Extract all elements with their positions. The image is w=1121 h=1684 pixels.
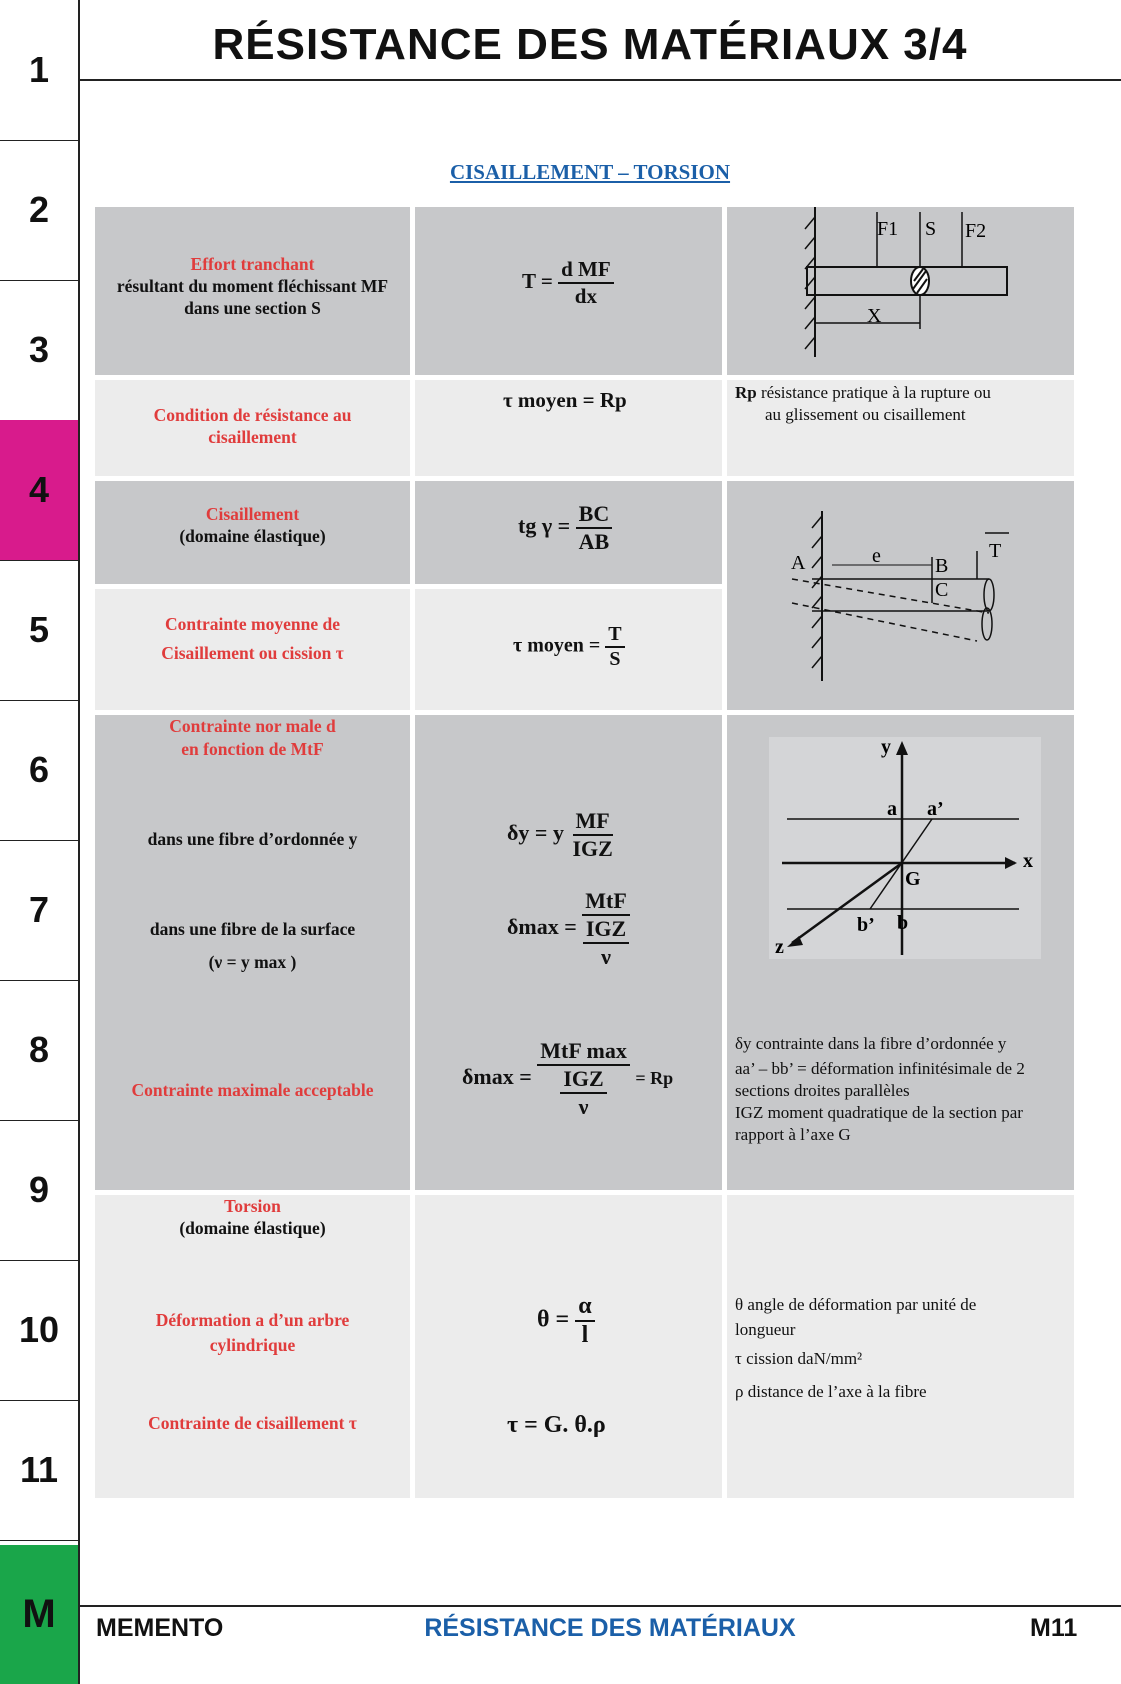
shear-force-formula bbox=[522, 257, 614, 309]
point-g-label: G bbox=[905, 868, 921, 890]
effort-diagram-cell bbox=[727, 207, 1074, 375]
fibre-stress-formula bbox=[507, 808, 616, 862]
max-desc-line: δy contrainte dans la fibre d’ordonnée y bbox=[735, 1034, 1007, 1053]
tab-label: 9 bbox=[28, 1169, 50, 1210]
max-desc-line: rapport à l’axe G bbox=[735, 1125, 851, 1144]
effort-formula-cell bbox=[415, 207, 722, 375]
shear-angle-formula bbox=[518, 501, 612, 555]
effort-desc-line: résultant du moment fléchissant MF bbox=[116, 276, 389, 296]
formula-fraction bbox=[605, 623, 624, 671]
formula-numerator: MF bbox=[573, 808, 613, 836]
force-f2-label: F2 bbox=[965, 220, 987, 242]
torsion-desc-line: τ cission daN/mm² bbox=[735, 1349, 863, 1368]
tab-m[interactable] bbox=[0, 1545, 78, 1684]
tab-2[interactable] bbox=[0, 140, 78, 281]
formula-lhs: tg γ = bbox=[518, 513, 571, 539]
formula-fraction bbox=[537, 1038, 630, 1120]
formula-fraction bbox=[569, 808, 615, 862]
formula-numerator: BC bbox=[576, 501, 613, 529]
max-stress-formula bbox=[462, 1038, 673, 1120]
formula-lhs: θ = bbox=[537, 1306, 570, 1333]
torsion-stress-formula: τ = G. θ.ρ bbox=[507, 1412, 606, 1438]
effort-title: Effort tranchant bbox=[190, 254, 315, 274]
shear-formula-cell bbox=[415, 481, 722, 584]
torsion-domain: (domaine élastique) bbox=[179, 1218, 326, 1238]
tab-label: 5 bbox=[28, 609, 50, 650]
torsion-desc-line: ρ distance de l’axe à la fibre bbox=[735, 1382, 927, 1401]
point-b-prime-label: b’ bbox=[857, 914, 875, 936]
tab-7[interactable] bbox=[0, 840, 78, 981]
formula-denominator: S bbox=[609, 648, 621, 670]
formula-numerator: α bbox=[575, 1293, 594, 1322]
tab-label: 8 bbox=[28, 1029, 50, 1070]
axis-y-label: y bbox=[881, 736, 891, 758]
formula-lhs: δy = y bbox=[507, 820, 564, 846]
tab-label: 3 bbox=[28, 329, 50, 370]
footer-divider bbox=[80, 1605, 1121, 1607]
max-stress-formula-cell bbox=[415, 988, 722, 1190]
tab-label: 6 bbox=[28, 749, 50, 790]
tab-9[interactable] bbox=[0, 1120, 78, 1261]
normal-stress-label-cell bbox=[95, 715, 410, 988]
footer-memento: MEMENTO bbox=[96, 1614, 224, 1642]
max-desc-line: aa’ – bb’ = déformation infinitésimale de 2 bbox=[735, 1059, 1025, 1078]
torsion-desc-line: θ angle de déformation par unité de bbox=[735, 1295, 977, 1314]
nu-definition: (ν = y max ) bbox=[208, 952, 297, 972]
condition-desc-line: résistance pratique à la rupture ou bbox=[760, 383, 991, 402]
formula-denominator: ν bbox=[601, 944, 611, 969]
mean-stress-formula-cell bbox=[415, 589, 722, 710]
normal-stress-title: Contrainte nor male d bbox=[169, 716, 336, 736]
formula-lhs: τ moyen = bbox=[513, 634, 601, 657]
tab-1[interactable] bbox=[0, 0, 78, 141]
tab-6[interactable] bbox=[0, 700, 78, 841]
torsion-title: Torsion bbox=[224, 1196, 281, 1216]
cantilever-shear-diagram bbox=[727, 481, 1074, 710]
title-divider bbox=[80, 79, 1121, 81]
formula-numerator: d MF bbox=[558, 257, 614, 284]
point-a-label: a bbox=[887, 798, 897, 820]
axes-section-diagram bbox=[727, 715, 1074, 988]
tab-label: M bbox=[22, 1592, 56, 1636]
point-b-label: b bbox=[897, 912, 909, 934]
formula-fraction bbox=[558, 257, 614, 309]
tab-label: 2 bbox=[28, 189, 50, 230]
formula-fraction bbox=[582, 888, 630, 970]
distance-x-label: X bbox=[867, 305, 882, 327]
tab-label: 10 bbox=[18, 1309, 60, 1350]
normal-stress-title: en fonction de MtF bbox=[181, 739, 324, 759]
tab-label: 4 bbox=[28, 469, 50, 510]
formula-numerator: MtF max bbox=[537, 1038, 630, 1066]
formula-numerator: MtF bbox=[582, 888, 630, 916]
normal-stress-diagram-cell bbox=[727, 715, 1074, 988]
max-desc-line: IGZ moment quadratique de la section par bbox=[735, 1103, 1023, 1122]
max-desc-line: sections droites parallèles bbox=[735, 1081, 910, 1100]
condition-formula: τ moyen = Rp bbox=[503, 388, 627, 412]
fibre-y-label: dans une fibre d’ordonnée y bbox=[147, 829, 358, 849]
condition-title: cisaillement bbox=[208, 427, 297, 447]
mean-stress-formula bbox=[513, 623, 625, 671]
tab-10[interactable] bbox=[0, 1260, 78, 1401]
tab-5[interactable] bbox=[0, 560, 78, 701]
torsion-deformation-label: cylindrique bbox=[209, 1335, 296, 1355]
effort-label-cell bbox=[95, 207, 410, 375]
torsion-desc-cell bbox=[727, 1195, 1074, 1498]
axis-x-label: x bbox=[1023, 850, 1033, 872]
point-b-label: B bbox=[935, 555, 949, 577]
footer-section-title: RÉSISTANCE DES MATÉRIAUX bbox=[424, 1614, 796, 1642]
beam-section-diagram bbox=[727, 207, 1074, 375]
condition-title: Condition de résistance au bbox=[153, 405, 352, 425]
torsion-angle-formula bbox=[537, 1293, 595, 1349]
tab-4[interactable] bbox=[0, 420, 78, 561]
formula-denominator: IGZ bbox=[572, 836, 613, 861]
mean-stress-title: Contrainte moyenne de bbox=[165, 614, 340, 634]
mean-stress-label-cell bbox=[95, 589, 410, 710]
tab-3[interactable] bbox=[0, 280, 78, 421]
tab-label: 11 bbox=[19, 1449, 59, 1490]
shear-label-cell bbox=[95, 481, 410, 584]
torsion-deformation-label: Déformation a d’un arbre bbox=[155, 1310, 350, 1330]
formula-numerator: T bbox=[605, 623, 624, 648]
torsion-shear-label: Contrainte de cisaillement τ bbox=[148, 1413, 357, 1433]
formula-fraction bbox=[576, 501, 613, 555]
tab-8[interactable] bbox=[0, 980, 78, 1121]
point-c-label: C bbox=[935, 579, 949, 601]
condition-desc bbox=[735, 382, 991, 404]
max-stress-label-cell bbox=[95, 988, 410, 1190]
force-f1-label: F1 bbox=[877, 218, 899, 240]
point-a-prime-label: a’ bbox=[927, 798, 944, 820]
formula-lhs: δmax = bbox=[462, 1064, 532, 1090]
length-e-label: e bbox=[872, 545, 881, 567]
formula-fraction bbox=[575, 1293, 594, 1349]
axis-z-label: z bbox=[775, 936, 784, 958]
section-subtitle: CISAILLEMENT – TORSION bbox=[449, 160, 731, 184]
formula-denominator: IGZ bbox=[583, 916, 629, 944]
max-stress-desc-cell bbox=[727, 988, 1074, 1190]
formula-denominator: AB bbox=[578, 529, 610, 554]
force-t-label: T bbox=[989, 540, 1002, 562]
page-title: RÉSISTANCE DES MATÉRIAUX 3/4 bbox=[212, 20, 968, 69]
max-fibre-stress-formula bbox=[507, 888, 630, 970]
shear-title: Cisaillement bbox=[205, 504, 300, 524]
torsion-desc-line: longueur bbox=[735, 1320, 796, 1339]
tab-label: 7 bbox=[28, 889, 50, 930]
condition-label-cell bbox=[95, 380, 410, 476]
fibre-surface-label: dans une fibre de la surface bbox=[149, 919, 356, 939]
shear-domain: (domaine élastique) bbox=[179, 526, 326, 546]
formula-denominator: dx bbox=[574, 284, 597, 308]
formula-denominator: l bbox=[581, 1322, 589, 1348]
torsion-formula-cell bbox=[415, 1195, 722, 1498]
condition-desc-cell bbox=[727, 380, 1074, 476]
formula-rhs: = Rp bbox=[635, 1068, 674, 1089]
mean-stress-title: Cisaillement ou cission τ bbox=[161, 643, 344, 663]
tab-11[interactable] bbox=[0, 1400, 78, 1541]
footer-page-number: M11 bbox=[1030, 1614, 1078, 1642]
section-s-label: S bbox=[925, 218, 937, 240]
chapter-sidebar bbox=[0, 0, 80, 1684]
formula-lhs: T = bbox=[522, 268, 553, 293]
torsion-label-cell bbox=[95, 1195, 410, 1498]
tab-label: 1 bbox=[28, 49, 50, 90]
max-stress-title: Contrainte maximale acceptable bbox=[131, 1080, 374, 1100]
formula-lhs: δmax = bbox=[507, 914, 577, 940]
condition-desc-line: au glissement ou cisaillement bbox=[765, 405, 966, 424]
effort-desc-line: dans une section S bbox=[184, 298, 321, 318]
point-a-label: A bbox=[791, 552, 806, 574]
rp-symbol: Rp bbox=[735, 383, 757, 402]
shear-diagram-cell bbox=[727, 481, 1074, 710]
formula-denominator: ν bbox=[578, 1094, 589, 1119]
condition-formula-cell bbox=[415, 380, 722, 476]
formula-denominator: IGZ bbox=[560, 1066, 606, 1094]
normal-stress-formula-cell bbox=[415, 715, 722, 988]
